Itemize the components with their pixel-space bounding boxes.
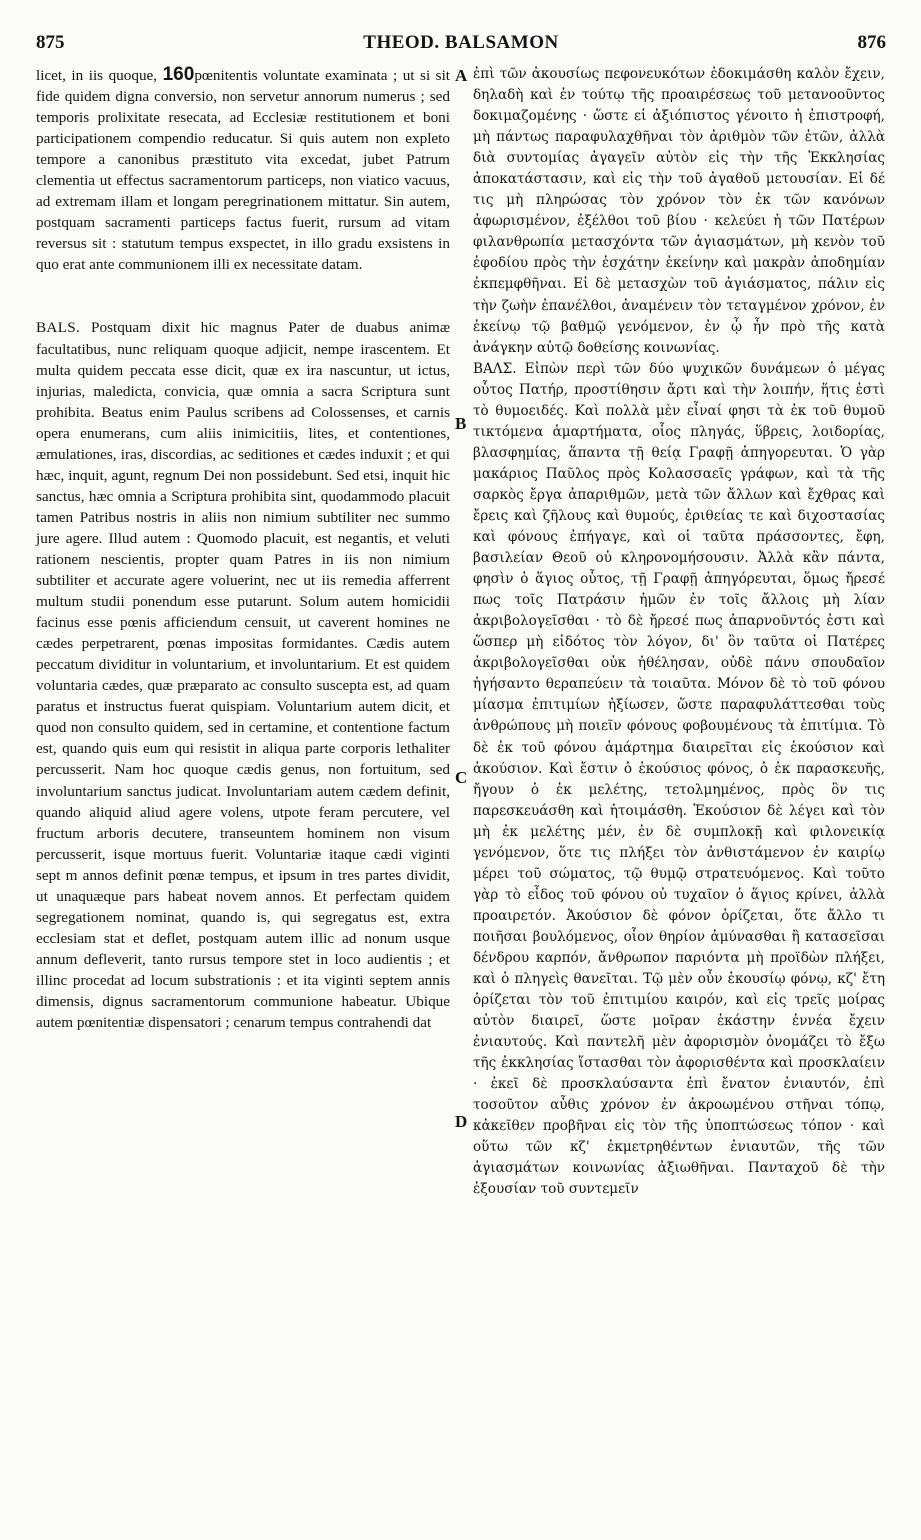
page-number-right: 876 (857, 32, 886, 53)
latin-p2-text: Postquam dixit hic magnus Pater de duabus animæ facultatibus, nunc reliquam quoque adjicit, nempe irascentem. Et multa quidem peccata esse dicit, quæ ex ira nascuntur, ut ictus, injurias, maledicta, convicia, quæ omnia a sacra Scriptura sunt prohibita. Beatus enim Paulus scribens ad Colossenses, et carnis opera enumerans, cum aliis inimicitiis, lites, et contentiones, æmulationes, iras, discordias, ac seditiones et cædes induxit ; et qui hæc, inquit, agunt, regnum Dei non possidebunt. Sed etsi, inquit hic sanctus, hæc omnia a Scriptura prohibita sint, quodammodo placuit tamen Patribus nostris in aliis non nimium subtiliter nec summo jure agere. Illud autem : Quomodo placuit, est negantis, et veluti rationem nescientis, propter quam Patres in iis non nimium subtiliter et accurate agere voluerint, nec ut iis remedia afferrent multum studii ponendum esse putarunt. Solum autem homicidii facinus esse pœnis afficiendum censuit, ut caverent homines ne cædes perpetrarent, pœnas impositas formidantes. Cædis autem peccatum dividitur in voluntarium, et involuntarium. Et est quidem voluntaria cædes, quæ præparato ac consulto suscepta est, ad quam paratus et instructus fuerat quispiam. Voluntarium autem dicit, et quod non consulto quidem, sed in certamine, et contentione factum est, quando quis eum qui resistit in aliqua parte corporis lethaliter percusserit. Nam hoc quoque cædis genus, non fortuitum, sed involuntarium sanctus judicat. Involuntariam autem cædem definit, quando aliquid aliud agere volens, utpote feram percutere, vel fructum arboris decutere, transeuntem hominem non visum percusserit, isque mortuus fuerit. Voluntariæ itaque cædi viginti sept m annos definit pœnæ tempus, et ipsum in tres partes dividit, ut unaquæque pars habeat novem annos. Et perfectam quidem segregationem nominat, quando is, qui segregatus est, extra ecclesiam stat et deflet, postquam autem illic ad nonum usque annum defleverit, tanto rursus tempore stet in loco audientis ; et illinc procedat ad locum substrationis : et ita viginti septem annis dimensis, dignus sacramentorum communione habeatur. Ubique autem pœnitentiæ dispensatori ; cenarum tempus contrahendi dat (36, 319, 450, 1032)
margin-marker-d: D (455, 1112, 468, 1131)
margin-marker-b: B (455, 414, 467, 433)
greek-bals-abbr: ΒΑΛΣ. (473, 360, 517, 377)
latin-column (36, 64, 450, 1033)
page-number-left: 875 (36, 32, 65, 53)
page-header (36, 32, 886, 58)
greek-paragraph-2 (473, 359, 885, 1201)
latin-paragraph-1 (36, 64, 450, 275)
latin-p1-start: licet, in iis quoque, (36, 67, 158, 84)
latin-p1-rest: pœnitentis voluntate examinata ; ut si sit fide quidem digna conversio, non servetur annorum numerus ; sed temporis prolixitate resecata, ad Ecclesiæ restitutionem et boni participationem compendio reducatur. Si quis autem non expleto tempore a canonibus præstituto vita excedat, jubet Patrum clementia ut effectus sacramentorum particeps, non viatico vacuus, ad extremam illam et longam peregrinationem mittatur. Sin autem, postquam sacramenti particeps factus fuerit, rursum ad vitam reversus sit : statutum tempus exspectet, in illo gradu exsistens in quo erat ante communionem illi ex necessitate datam. (36, 67, 451, 274)
paragraph-gap (36, 275, 450, 317)
latin-bals-abbr: BALS. (36, 319, 81, 337)
column-number: 160 (162, 64, 195, 85)
greek-column (473, 64, 885, 1201)
greek-p2-text: Εἰπὼν περὶ τῶν δύο ψυχικῶν δυνάμεων ὁ μέγας οὗτος Πατήρ, προστίθησιν ἄρτι καὶ τὴν λοιπήν, ἥτις ἐστὶ τὸ θυμοειδές. Καὶ πολλὰ μὲν εἶναί φησι τὰ ἐκ τοῦ θυμοῦ τικτόμενα ἁμαρτήματα, οἷος πληγάς, ὕβρεις, λοιδορίας, βλασφημίας, ἅπαντα τῇ θείᾳ Γραφῇ ἀπηγορευται. Ὁ γὰρ μακάριος Παῦλος πρὸς Κολασσαεῖς γράφων, καὶ τὰ τῆς σαρκὸς ἔργα ἀπαριθμῶν, μετὰ τῶν ἄλλων καὶ ἔχθρας καὶ ἔρεις καὶ ζῆλους καὶ θυμούς, ἐριθείας τε καὶ διχοστασίας καὶ φόνους ἐπήγαγε, καὶ οἱ ταῦτα πράσσοντες, ἔφη, βασιλείαν Θεοῦ οὐ κληρονομήσουσιν. Ἀλλὰ κἂν πάντα, φησὶν ὁ ἅγιος οὗτος, τῇ Γραφῇ ἀπηγόρευται, ὅμως ἤρεσέ πως τοῖς Πατράσιν ἡμῶν ἐν τοῖς ἄλλοις μὴ λίαν ἀκριβολογεῖσθαι · τὸ δὲ ἤρεσέ πως ἀπαρνοῦντός ἐστι καὶ ὥσπερ μὴ εἰδότος τὸν λόγον, δι' ὃν ταῦτα οἱ Πατέρες ἀκριβολογεῖσθαι οὐκ ἠθέλησαν, οὐδὲ πάνυ σπουδαῖον ἡγήσαντο θεραπεύειν τὰ τοιαῦτα. Μόνον δὲ τὸ τοῦ φόνου μίασμα ἐπιτιμίων ἠξίωσεν, ὥστε παραφυλάττεσθαι τοὺς ἀνθρώπους μὴ ποιεῖν φόνους φοβουμένους τὰ ἐπιτίμια. Τὸ δὲ ἐκ τοῦ φόνου ἁμάρτημα διαιρεῖται εἰς ἑκούσιον καὶ ἀκούσιον. Καὶ ἔστιν ὁ ἑκούσιος φόνος, ὁ ἐκ παρασκευῆς, ἤγουν ὁ ἐκ μελέτης, τετολμημένος, πρὸς ὃν τις παρεσκευάσθη καὶ ἡτοιμάσθη. Ἑκούσιον δὲ λέγει καὶ τὸν μὴ ἐκ μελέτης μέν, ἐν δὲ συμπλοκῇ καὶ φιλονεικίᾳ γενόμενον, ὅτε τις πλήξει τὸν ἀνθιστάμενον ἐν καιρίῳ μέρει τοῦ σώματος, τῷ θυμῷ στρατευόμενος. Καὶ τοῦτο γὰρ τὸ εἶδος τοῦ φόνου οὐ τυχαῖον ὁ ἅγιος κρίνει, ἀλλὰ προαιρετόν. Ἀκούσιον δὲ φόνον ὁρίζεται, ὅτε ἄλλο τι ποιῆσαι βουλόμενος, οἷον θηρίον ἀμύνασθαι ἢ κατασεῖσαι δένδρου καρπόν, ἄνθρωπον παριόντα μὴ προϊδὼν πλήξει, καὶ ὁ πληγεὶς θανεῖται. Τῷ μὲν οὖν ἑκουσίῳ φόνῳ, κζ' ἔτη ὁρίζεται τὸν τοῦ ἐπιτιμίου καιρόν, καὶ εἰς τρεῖς μοίρας αὐτὸν διαιρεῖ, ὥστε μοῖραν ἑκάστην ἐννέα ἔχειν ἐνιαυτούς. Καὶ παντελῆ μὲν ἀφορισμὸν ὀνομάζει τὸ ἔξω τῆς ἐκκλησίας ἵστασθαι τὸν ἀφορισθέντα καὶ προσκλαίειν · ἐκεῖ δὲ προσκλαύσαντα ἐπὶ ἔνατον ἐνιαυτόν, ἐπὶ τοσοῦτον αὖθις χρόνον ἐν ἀκροωμένου στῆναι τόπῳ, κἀκεῖθεν προβῆναι εἰς τὸν τῆς ὑποπτώσεως τόπον · καὶ οὕτω τῶν κζ' ἐκμετρηθέντων ἐνιαυτῶν, τῆς τῶν ἁγιασμάτων κοινωνίας ἀξιωθῆναι. Πανταχοῦ δὲ τὴν ἐξουσίαν τοῦ συντεμεῖν (473, 360, 886, 1198)
margin-marker-c: C (455, 768, 468, 787)
greek-paragraph-1: ἐπὶ τῶν ἀκουσίως πεφονευκότων ἐδοκιμάσθη καλὸν ἔχειν, δηλαδὴ καὶ ἐν τούτῳ τῆς προαιρέσεως τοῦ μετανοοῦντος δοκιμαζομένης · ὥστε εἰ ἀξιόπιστος γένοιτο ἡ ἐπιστροφή, μὴ πάντως παραφυλαχθῆναι τὸν ἀριθμὸν τῶν ἐτῶν, ἀλλὰ διὰ συντομίας ἀγαγεῖν αὐτὸν εἰς τὴν τῆς Ἐκκλησίας ἀποκατάστασιν, καὶ εἰς τὴν τοῦ ἀγαθοῦ μετουσίαν. Εἰ δέ τις μὴ πληρώσας τὸν χρόνον τὸν ἐκ τῶν κανόνων ἀφωρισμένον, ἐξέλθοι τοῦ βίου · κελεύει ἡ τῶν Πατέρων φιλανθρωπία μετασχόντα τῶν ἁγιασμάτων, μὴ κενὸν τοῦ ἐφοδίου πρὸς τὴν ἐσχάτην ἐκείνην καὶ μακρὰν ἀποδημίαν ἐκπεμφθῆναι. Εἰ δὲ μετασχὼν τοῦ ἁγιάσματος, πάλιν εἰς τὴν ζωὴν ἐπανέλθοι, ἀναμένειν τὸν τεταγμένον χρόνον, ἐν ἐκείνῳ τῷ βαθμῷ γενόμενον, ἐν ᾧ ἦν πρὸ τῆς κατὰ ἀνάγκην αὐτῷ δοθείσης κοινωνίας. (473, 66, 885, 356)
latin-paragraph-2 (36, 317, 450, 1033)
running-title: THEOD. BALSAMON (363, 32, 559, 53)
margin-marker-a: A (455, 66, 468, 85)
